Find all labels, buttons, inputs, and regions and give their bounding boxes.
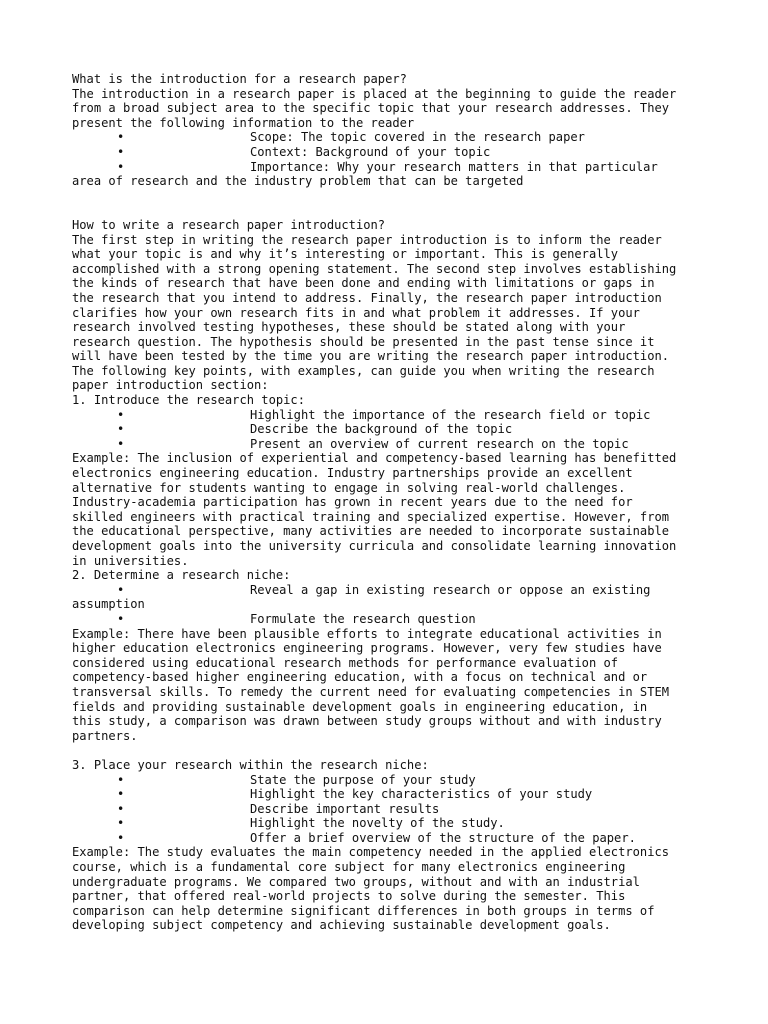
list-item-text: Highlight the novelty of the study. [250, 816, 505, 831]
list-item-text: Present an overview of current research on the topic [250, 436, 629, 451]
bullet-marker: • [117, 611, 125, 626]
example-line: fields and providing sustainable development goals in engineering education, in [72, 699, 648, 714]
paragraph-line: what your topic is and why it’s interesting or important. This is generally [72, 247, 619, 262]
bullet-marker: • [117, 159, 125, 174]
example-line: undergraduate programs. We compared two groups, without and with an industrial [72, 874, 640, 889]
list-item-text: Importance: Why your research matters in that particular [250, 159, 658, 174]
example-line: skilled engineers with practical training and specialized expertise. However, from [72, 509, 670, 524]
example-line: Example: The study evaluates the main competency needed in the applied electronics [72, 845, 670, 860]
spacer [72, 203, 712, 218]
paragraph-line: the kinds of research that have been done and ending with limitations or gaps in [72, 276, 655, 291]
paragraph-line: the research that you intend to address. Finally, the research paper introduction [72, 290, 662, 305]
step-heading: 2. Determine a research niche: [72, 568, 291, 583]
section-heading: How to write a research paper introduction? [72, 217, 386, 232]
list-item [72, 583, 712, 598]
example-line: partners. [72, 728, 138, 743]
bullet-marker: • [117, 787, 125, 802]
bullet-marker: • [117, 130, 125, 145]
paragraph-line: The introduction in a research paper is placed at the beginning to guide the reader [72, 86, 677, 101]
example-line: this study, a comparison was drawn between study groups without and with industry [72, 714, 662, 729]
example-line: alternative for students wanting to engage in solving real-world challenges. [72, 480, 626, 495]
paragraph-line: paper introduction section: [72, 378, 269, 393]
list-item-text: Describe important results [250, 801, 440, 816]
section-heading: What is the introduction for a research paper? [72, 72, 407, 86]
example-line: Industry-academia participation has grown in recent years due to the need for [72, 495, 633, 510]
list-item-text: Describe the background of the topic [250, 422, 513, 437]
example-line: electronics engineering education. Industry partnerships provide an excellent [72, 466, 633, 481]
document-page [72, 72, 712, 933]
paragraph-line: will have been tested by the time you are writing the research paper introduction. [72, 349, 670, 364]
list-item [72, 408, 712, 423]
spacer [72, 189, 712, 204]
list-item-text: Reveal a gap in existing research or oppose an existing [250, 582, 651, 597]
example-line: partner, that offered real-world projects to solve during the semester. This [72, 889, 626, 904]
example-line: transversal skills. To remedy the current need for evaluating competencies in STEM [72, 684, 670, 699]
list-item [72, 145, 712, 160]
paragraph-line: from a broad subject area to the specific topic that your research addresses. They [72, 101, 670, 116]
bullet-marker: • [117, 830, 125, 845]
list-item [72, 802, 712, 817]
example-line: development goals into the university curricula and consolidate learning innovation [72, 539, 677, 553]
list-item [72, 437, 712, 452]
list-item-text: Highlight the importance of the research field or topic [250, 407, 651, 422]
paragraph-line: present the following information to the reader [72, 115, 415, 130]
list-item-text: Offer a brief overview of the structure of the paper. [250, 830, 636, 845]
list-item [72, 612, 712, 627]
paragraph-line: The following key points, with examples, can guide you when writing the research [72, 363, 655, 378]
example-line: higher education electronics engineering programs. However, very few studies have [72, 641, 662, 656]
spacer [72, 743, 712, 758]
bullet-marker: • [117, 422, 125, 437]
list-item [72, 773, 712, 788]
bullet-marker: • [117, 144, 125, 159]
bullet-marker: • [117, 582, 125, 597]
list-item [72, 831, 712, 846]
list-item-wrap: area of research and the industry problem that can be targeted [72, 174, 524, 189]
example-line: Example: There have been plausible efforts to integrate educational activities in [72, 626, 662, 641]
bullet-marker: • [117, 407, 125, 422]
example-line: Example: The inclusion of experiential and competency-based learning has benefitted [72, 451, 677, 466]
list-item [72, 787, 712, 802]
list-item-text: Scope: The topic covered in the research paper [250, 130, 585, 145]
example-line: the educational perspective, many activities are needed to incorporate sustainable [72, 524, 670, 539]
example-line: comparison can help determine significant differences in both groups in terms of [72, 903, 655, 918]
step-heading: 1. Introduce the research topic: [72, 393, 305, 408]
example-line: course, which is a fundamental core subject for many electronics engineering [72, 860, 626, 875]
example-line: competency-based higher engineering education, with a focus on technical and or [72, 670, 648, 685]
bullet-marker: • [117, 436, 125, 451]
list-item-wrap: assumption [72, 597, 145, 612]
list-item-text: State the purpose of your study [250, 772, 476, 787]
list-item-text: Context: Background of your topic [250, 144, 491, 159]
bullet-marker: • [117, 816, 125, 831]
bullet-marker: • [117, 801, 125, 816]
example-line: in universities. [72, 553, 189, 568]
paragraph-line: research involved testing hypotheses, these should be stated along with your [72, 320, 626, 335]
paragraph-line: research question. The hypothesis should be presented in the past tense since it [72, 334, 655, 349]
paragraph-line: The first step in writing the research paper introduction is to inform the reader [72, 232, 662, 247]
step-heading: 3. Place your research within the research niche: [72, 757, 429, 772]
paragraph-line: accomplished with a strong opening statement. The second step involves establishing [72, 261, 677, 276]
bullet-marker: • [117, 772, 125, 787]
list-item [72, 422, 712, 437]
list-item [72, 816, 712, 831]
list-item [72, 130, 712, 145]
list-item-text: Highlight the key characteristics of your study [250, 787, 593, 802]
example-line: developing subject competency and achieving sustainable development goals. [72, 918, 611, 933]
list-item [72, 160, 712, 175]
list-item-text: Formulate the research question [250, 611, 476, 626]
paragraph-line: clarifies how your own research fits in and what problem it addresses. If your [72, 305, 640, 320]
example-line: considered using educational research methods for performance evaluation of [72, 655, 619, 670]
